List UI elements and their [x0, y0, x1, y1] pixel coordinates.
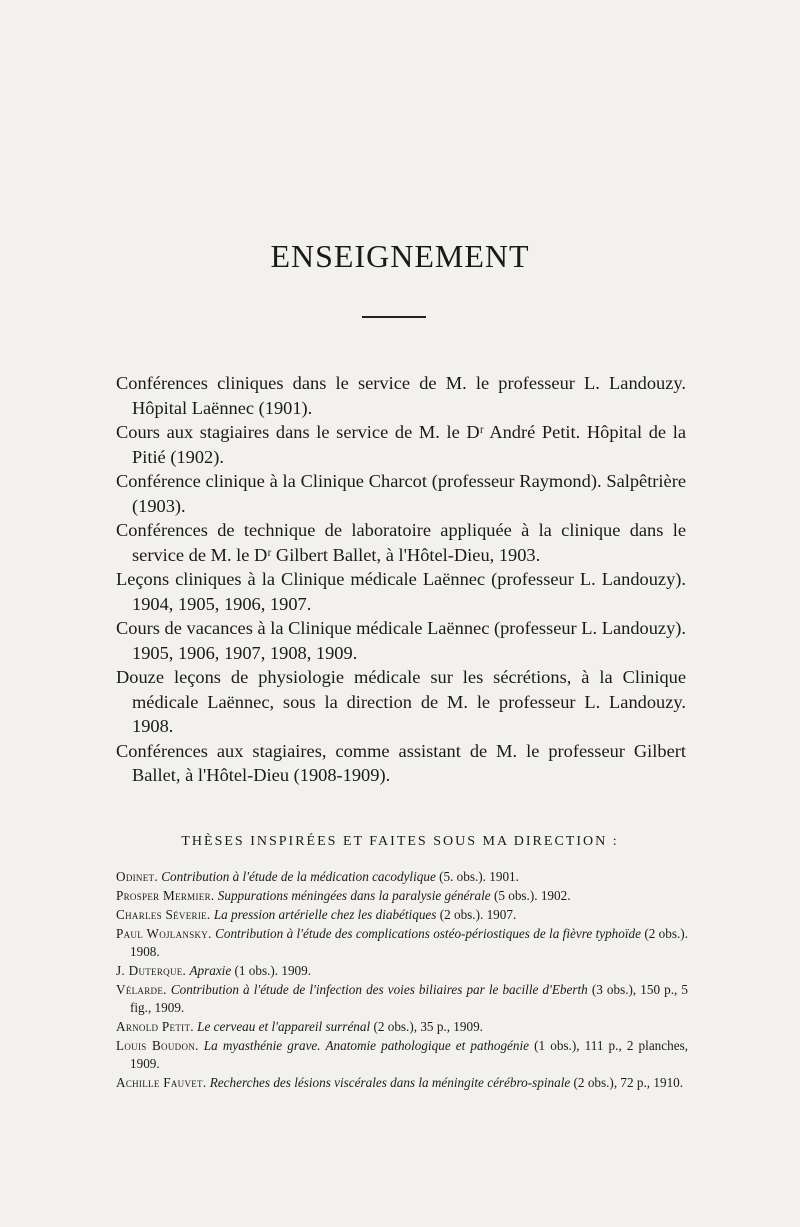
thesis-title: La myasthénie grave. Anatomie pathologique et pathogénie: [203, 1038, 530, 1054]
thesis-details: (2 obs.). 1907.: [439, 907, 517, 923]
thesis-author: Vélarde.: [116, 982, 167, 998]
teaching-entry: Conférences de technique de laboratoire appliquée à la clinique dans le service de M. le Dʳ Gilbert Ballet, à l'Hôtel-Dieu, 1903.: [116, 520, 686, 565]
thesis-entry: [116, 887, 688, 905]
thesis-author: Achille Fauvet.: [116, 1075, 207, 1091]
thesis-details: (1 obs.), 111 p., 2 planches, 1909.: [130, 1038, 688, 1072]
thesis-details: (1 obs.). 1909.: [234, 963, 312, 979]
thesis-details: (2 obs.). 1908.: [130, 926, 688, 960]
teaching-entry: Conférences aux stagiaires, comme assistant de M. le professeur Gilbert Ballet, à l'Hôtel-Dieu (1908-1909).: [116, 740, 686, 785]
teaching-list: [116, 371, 686, 788]
thesis-author: J. Duterque.: [116, 963, 187, 979]
teaching-entry: Cours aux stagiaires dans le service de M. le Dʳ André Petit. Hôpital de la Pitié (1902).: [116, 422, 686, 467]
thesis-details: (3 obs.), 150 p., 5 fig., 1909.: [130, 982, 689, 1016]
thesis-entry: [116, 1018, 688, 1036]
thesis-title: Contribution à l'étude des complications ostéo-périostiques de la fièvre typhoïde: [215, 926, 641, 942]
thesis-author: Louis Boudon.: [116, 1038, 199, 1054]
thesis-author: Paul Wojlansky.: [116, 926, 212, 942]
thesis-title: La pression artérielle chez les diabétiques: [213, 907, 437, 923]
theses-heading: THÈSES INSPIRÉES ET FAITES SOUS MA DIRECTION :: [181, 834, 619, 849]
teaching-entry: Conférence clinique à la Clinique Charcot (professeur Raymond). Salpêtrière (1903).: [116, 471, 686, 516]
thesis-entry: [116, 962, 688, 980]
thesis-entry: [116, 1037, 688, 1073]
thesis-details: (5. obs.). 1901.: [439, 869, 519, 884]
thesis-details: (2 obs.), 72 p., 1910.: [573, 1075, 684, 1091]
thesis-details: (5 obs.). 1902.: [493, 888, 571, 904]
teaching-entry: Douze leçons de physiologie médicale sur les sécrétions, à la Clinique médicale Laënnec, sous la direction de M. le professeur L. Landouzy. 1908.: [116, 667, 686, 736]
theses-list: [116, 868, 688, 1093]
thesis-title: Contribution à l'étude de l'infection des voies biliaires par le bacille d'Eberth: [170, 982, 588, 998]
thesis-title: Contribution à l'étude de la médication cacodylique: [161, 869, 436, 884]
thesis-entry: [116, 925, 688, 961]
thesis-details: (2 obs.), 35 p., 1909.: [373, 1019, 483, 1035]
teaching-entry: Leçons cliniques à la Clinique médicale Laënnec (professeur L. Landouzy). 1904, 1905, 1906, 1907.: [116, 569, 686, 614]
title-divider: [362, 316, 426, 318]
thesis-entry: [116, 1074, 688, 1092]
thesis-title: Le cerveau et l'appareil surrénal: [197, 1019, 371, 1035]
thesis-author: Arnold Petit.: [116, 1019, 194, 1035]
thesis-author: Prosper Mermier.: [116, 888, 215, 904]
thesis-title: Apraxie: [189, 963, 232, 979]
thesis-title: Recherches des lésions viscérales dans la méningite cérébro-spinale: [209, 1075, 571, 1091]
thesis-entry: [116, 906, 688, 924]
page-title: ENSEIGNEMENT: [270, 238, 530, 274]
thesis-entry: [116, 868, 688, 886]
teaching-entry: Cours de vacances à la Clinique médicale Laënnec (professeur L. Landouzy). 1905, 1906, 1907, 1908, 1909.: [116, 618, 686, 663]
thesis-entry: [116, 981, 688, 1017]
teaching-entry: Conférences cliniques dans le service de M. le professeur L. Landouzy. Hôpital Laënnec (1901).: [116, 373, 686, 418]
thesis-title: Suppurations méningées dans la paralysie générale: [217, 888, 491, 904]
thesis-author: Odinet.: [116, 869, 158, 884]
thesis-author: Charles Séverie.: [116, 907, 211, 923]
